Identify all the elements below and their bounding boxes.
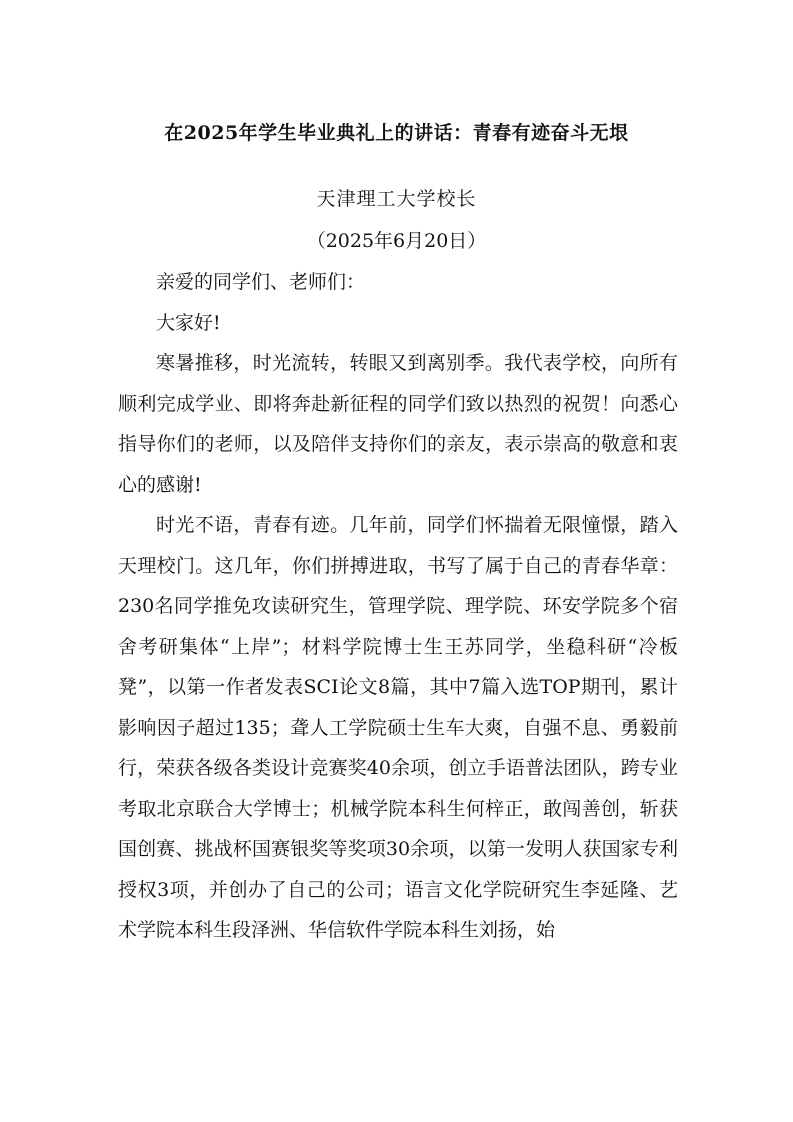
document-body: [118, 262, 678, 951]
paragraph-congratulations: 寒暑推移，时光流转，转眼又到离别季。我代表学校，向所有顺利完成学业、即将奔赴新征程的同学们致以热烈的祝贺！向悉心指导你们的老师，以及陪伴支持你们的亲友，表示崇高的敬意和衷心的感谢!: [118, 352, 678, 496]
document-date: （2025年6月20日）: [306, 230, 487, 252]
document-title: 在2025年学生毕业典礼上的讲话：青春有迹奋斗无垠: [164, 122, 629, 144]
paragraph-achievements: 时光不语，青春有迹。几年前，同学们怀揣着无限憧憬，踏入天理校门。这几年，你们拼搏进取，书写了属于自己的青春华章：230名同学推免攻读研究生，管理学院、理学院、环安学院多个宿舍考研集体“上岸”；材料学院博士生王苏同学，坐稳科研“冷板凳”，以第一作者发表SCI论文8篇，其中7篇入选TOP期刊，累计影响因子超过135；聋人工学院硕士生车大爽，自强不息、勇毅前行，荣获各级各类设计竞赛奖40余项，创立手语普法团队，跨专业考取北京联合大学博士；机械学院本科生何梓正，敢闯善创，斩获国创赛、挑战杯国赛银奖等奖项30余项，以第一发明人获国家专利授权3项，并创办了自己的公司；语言文化学院研究生李延隆、艺术学院本科生段泽洲、华信软件学院本科生刘扬，始: [118, 514, 678, 941]
document-author: 天津理工大学校长: [316, 188, 477, 210]
paragraph-hello: 大家好!: [156, 311, 221, 334]
paragraph-greeting: 亲爱的同学们、老师们：: [156, 271, 366, 293]
